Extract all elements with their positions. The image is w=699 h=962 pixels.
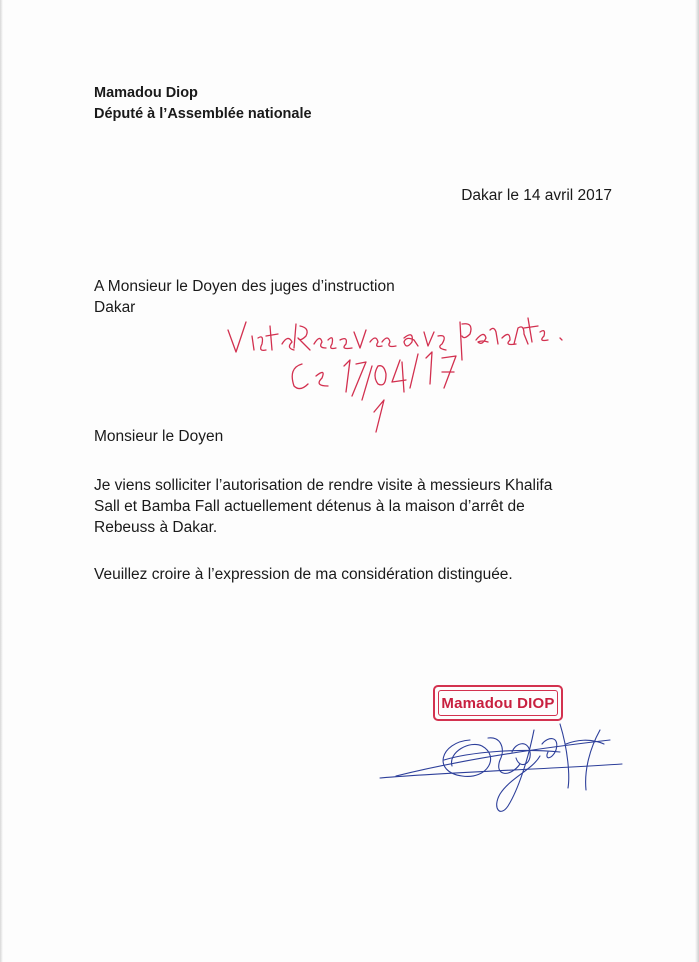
date-line: Dakar le 14 avril 2017	[461, 187, 612, 204]
sender-name: Mamadou Diop	[94, 85, 198, 101]
stamp-text: Mamadou DIOP	[441, 694, 555, 712]
body-line-1: Je viens solliciter l’autorisation de rendre visite à messieurs Khalifa	[94, 477, 553, 494]
recipient-line-2: Dakar	[94, 299, 136, 316]
body-line-2: Sall et Bamba Fall actuellement détenus à la maison d’arrêt de	[94, 498, 525, 515]
closing-line: Veuillez croire à l’expression de ma considération distinguée.	[94, 566, 513, 583]
recipient-line-1: A Monsieur le Doyen des juges d’instruction	[94, 278, 395, 295]
salutation: Monsieur le Doyen	[94, 428, 224, 445]
body-line-3: Rebeuss à Dakar.	[94, 519, 218, 536]
sender-title: Député à l’Assemblée nationale	[94, 106, 312, 122]
